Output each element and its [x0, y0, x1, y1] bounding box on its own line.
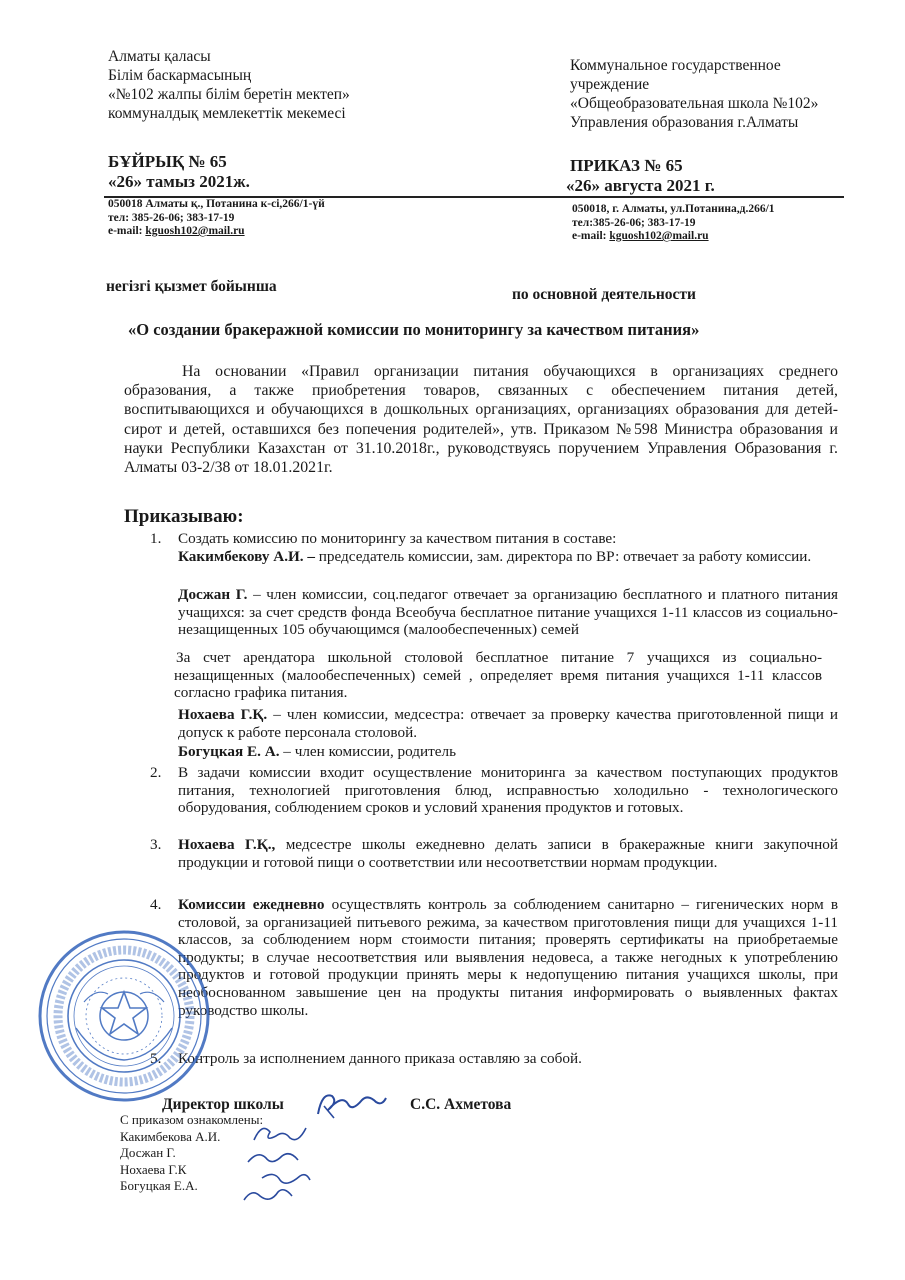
- member-name: Досжан Г.: [178, 586, 248, 603]
- email-link-left[interactable]: kguosh102@mail.ru: [145, 225, 245, 237]
- header-left-line: «№102 жалпы білім беретін мектеп»: [108, 86, 350, 103]
- address-right-email-line: [572, 230, 775, 244]
- email-link-right[interactable]: kguosh102@mail.ru: [609, 230, 709, 242]
- acknowledgement-signatures: [240, 1118, 320, 1208]
- member-name: Нохаева Г.Қ.: [178, 706, 268, 723]
- item-1-member-2: [178, 586, 838, 639]
- header-right-line: учреждение: [570, 76, 650, 93]
- item-5-text: Контроль за исполнением данного приказа оставляю за собой.: [178, 1050, 582, 1067]
- item-number: 5.: [150, 1050, 162, 1067]
- director-name: С.С. Ахметова: [410, 1096, 512, 1113]
- header-left-line: коммуналдық мемлекеттік мекемесі: [108, 105, 346, 122]
- ack-name: Досжан Г.: [120, 1145, 176, 1160]
- email-label: e-mail:: [572, 230, 610, 242]
- item-4-subject: Комиссии ежедневно: [178, 896, 325, 913]
- order-title-ru: ПРИКАЗ № 65: [570, 156, 683, 175]
- member-role: председатель комиссии, зам. директора по ВР: отвечает за работу комиссии.: [315, 548, 812, 565]
- email-label: e-mail:: [108, 225, 146, 237]
- item-1-member-2-extra: За счет арендатора школьной столовой бесплатное питание 7 учащихся из социально-незащищенных (малообеспеченных) семей , определяет время питания учащихся 1-11 классов согласно графика питания.: [174, 649, 822, 702]
- item-number: 4.: [150, 896, 162, 913]
- item-3-text: [178, 836, 838, 871]
- header-right-line: Управления образования г.Алматы: [570, 114, 799, 131]
- header-right-org: [570, 56, 818, 132]
- item-2-text: В задачи комиссии входит осуществление мониторинга за качеством поступающих продуктов питания, технологией приготовления блюд, исправностью холодильно - технологического оборудования, соблюдением сроков и условий хранения продуктов и готовых.: [178, 764, 838, 817]
- member-role: – член комиссии, родитель: [279, 743, 457, 760]
- item-number: 1.: [150, 530, 162, 547]
- item-1-member-1: [178, 548, 838, 566]
- header-left-line: Алматы қаласы: [108, 48, 211, 65]
- member-name: Богуцкая Е. А.: [178, 743, 280, 760]
- ack-name: Нохаева Г.К: [120, 1161, 187, 1177]
- member-role: – член комиссии, соц.педагог отвечает за организацию бесплатного и платного питания учащихся: за счет средств фонда Всеобуча бесплатное питание учащихся 1-11 классов из социально-незащищенных 105 обучающимся (малообеспеченных) семей: [178, 586, 838, 639]
- item-1-member-3: [178, 706, 838, 741]
- address-right: [572, 203, 775, 244]
- member-role: – член комиссии, медсестра: отвечает за проверку качества приготовленной пищи и допуск к работе персонала столовой.: [178, 706, 839, 741]
- ack-label: С приказом ознакомлены:: [120, 1112, 264, 1127]
- member-name: Нохаева Г.Қ.,: [178, 836, 276, 853]
- item-1-intro: Создать комиссию по мониторингу за качеством питания в составе:: [178, 530, 617, 547]
- address-right-phone: тел:385-26-06; 383-17-19: [572, 216, 696, 229]
- subject-ru: по основной деятельности: [512, 286, 696, 303]
- subject-kz: негізгі қызмет бойынша: [106, 278, 277, 295]
- item-4-body: осуществлять контроль за соблюдением санитарно – гигенических норм в столовой, за организацией питьевого режима, за качеством приготовления пищи для учащихся 1-11 классов, за соблюдением норм стоимости питания; проверять сертификаты на приобретаемые продукты; в случае несоответствия или выявления недовеса, а также негодных к употреблению продуктов и готовой продукции принять меры к недопущению питания учащихся школы, при необоснованном завышение цен на продукты питания информировать о выявленных фактах руководство школы.: [178, 896, 839, 1019]
- header-right-line: «Общеобразовательная школа №102»: [570, 95, 819, 112]
- order-date-ru: «26» августа 2021 г.: [566, 176, 715, 195]
- header-right-line: Коммунальное государственное: [570, 57, 781, 74]
- member-name: Какимбекову А.И. –: [178, 548, 315, 565]
- header-left-org: [108, 47, 350, 123]
- director-label: Директор школы: [162, 1096, 284, 1113]
- header-left-line: Білім баскармасының: [108, 67, 252, 84]
- item-number: 2.: [150, 764, 162, 781]
- director-signature: [312, 1084, 390, 1124]
- address-right-street: 050018, г. Алматы, ул.Потанина,д.266/1: [572, 203, 775, 215]
- official-seal-stamp: [36, 928, 212, 1104]
- item-4-text: [178, 896, 838, 1019]
- address-left-email-line: [108, 225, 325, 239]
- address-left-phone: тел: 385-26-06; 383-17-19: [108, 211, 235, 224]
- order-word: Приказываю:: [124, 506, 244, 527]
- address-left-street: 050018 Алматы қ., Потанина к-сі,266/1-үй: [108, 198, 325, 210]
- item-3-body: медсестре школы ежедневно делать записи в бракеражные книги закупочной продукции и готовой пищи о соответствии или несоответствии нормам продукции.: [178, 836, 838, 871]
- item-number: 3.: [150, 836, 162, 853]
- document-title: «О создании бракеражной комиссии по мониторингу за качеством питания»: [128, 320, 700, 339]
- order-date-kz: «26» тамыз 2021ж.: [108, 172, 250, 191]
- preamble-paragraph: На основании «Правил организации питания обучающихся в организациях среднего образования, а также приобретения товаров, связанных с обеспечением питания детей, воспитывающихся и обучающихся в дошкольных организациях, организациях образования для детей-сирот и детей, оставшихся без попечения родителей», утв. Приказом №598 Министра образования и науки Республики Казахстан от 31.10.2018г., руководствуясь поручением Управления Образования г. Алматы 03-2/38 от 18.01.2021г.: [124, 363, 838, 477]
- address-left: [108, 198, 325, 239]
- ack-name: Какимбекова А.И.: [120, 1128, 221, 1144]
- order-title-kz: БҰЙРЫҚ № 65: [108, 152, 227, 171]
- item-1-member-4: [178, 743, 838, 761]
- ack-name: Богуцкая Е.А.: [120, 1178, 198, 1193]
